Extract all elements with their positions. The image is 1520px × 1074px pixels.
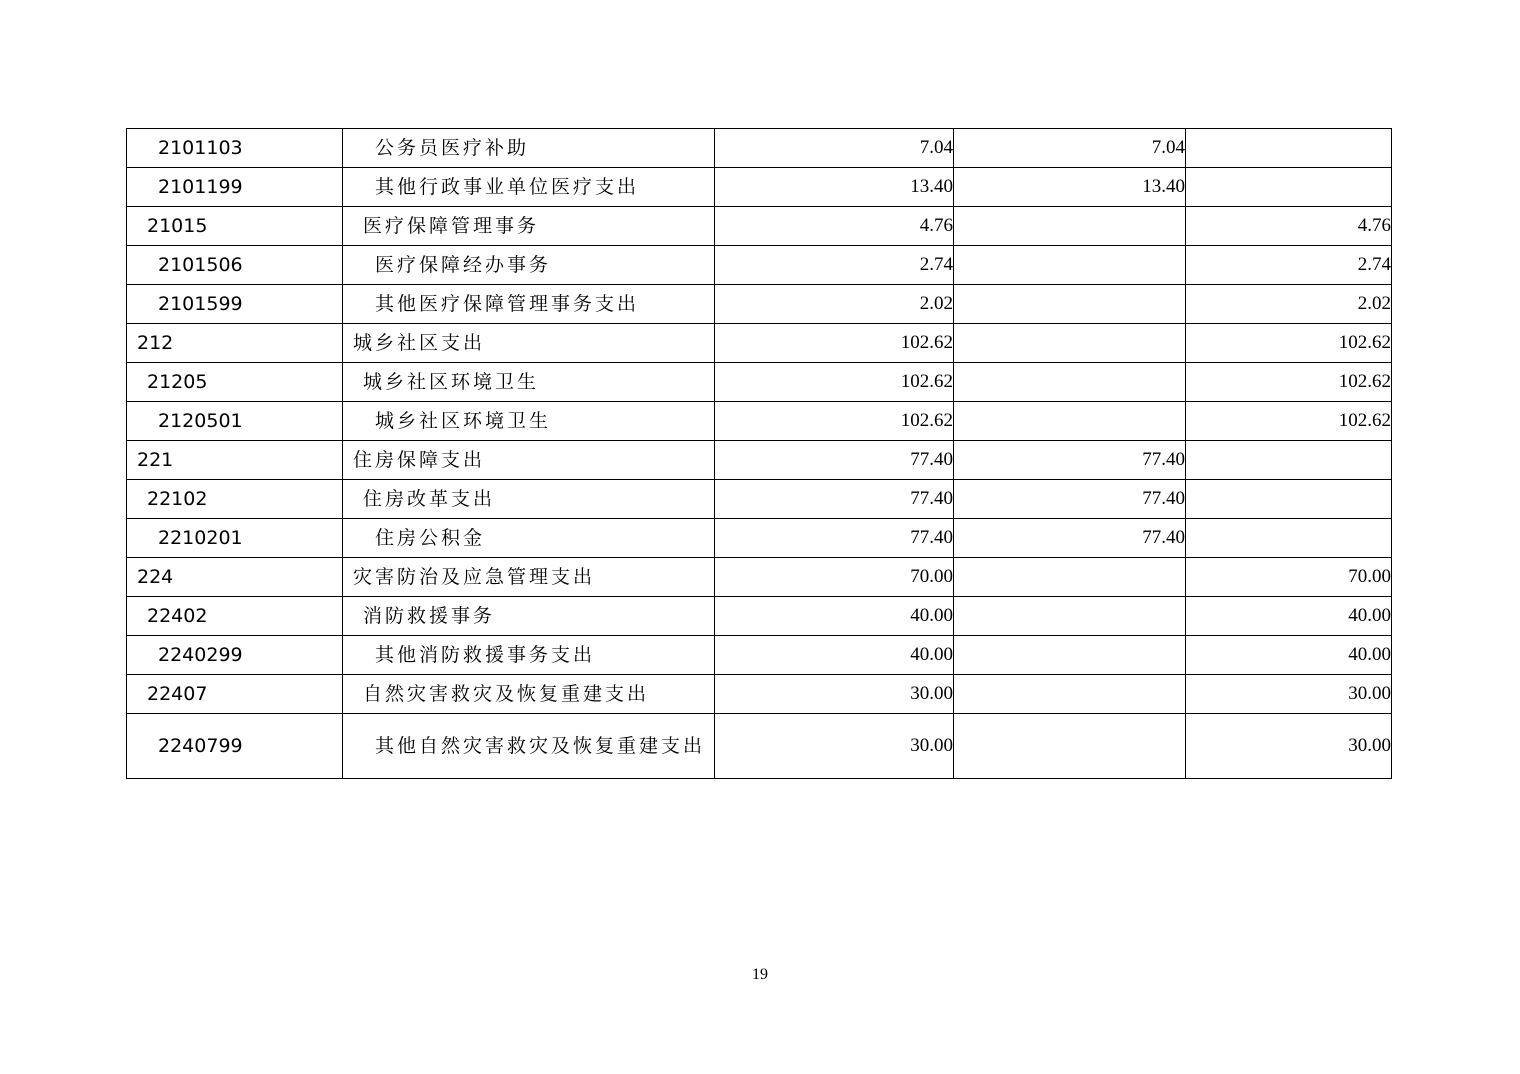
subject-name-cell: 城乡社区环境卫生: [343, 402, 715, 441]
total-amount-cell: 70.00: [715, 558, 954, 597]
subject-code-cell: 2101506: [127, 246, 343, 285]
subject-code-cell: 22402: [127, 597, 343, 636]
subject-name-cell: 其他行政事业单位医疗支出: [343, 168, 715, 207]
subject-code-cell: 22102: [127, 480, 343, 519]
total-amount-cell: 30.00: [715, 714, 954, 779]
project-expenditure-cell: [1186, 168, 1392, 207]
total-amount-cell: 13.40: [715, 168, 954, 207]
project-expenditure-cell: 102.62: [1186, 363, 1392, 402]
subject-code-cell: 21015: [127, 207, 343, 246]
table-row: [127, 558, 1392, 597]
project-expenditure-cell: [1186, 129, 1392, 168]
subject-code-cell: 2240299: [127, 636, 343, 675]
total-amount-cell: 40.00: [715, 636, 954, 675]
basic-expenditure-cell: [954, 285, 1186, 324]
subject-name-cell: 其他医疗保障管理事务支出: [343, 285, 715, 324]
subject-name-cell: 其他自然灾害救灾及恢复重建支出: [343, 714, 715, 779]
subject-name-cell: 医疗保障管理事务: [343, 207, 715, 246]
table-row: [127, 636, 1392, 675]
table-row: [127, 480, 1392, 519]
subject-name-cell: 城乡社区环境卫生: [343, 363, 715, 402]
table-row: [127, 675, 1392, 714]
subject-name-cell: 住房公积金: [343, 519, 715, 558]
total-amount-cell: 7.04: [715, 129, 954, 168]
table-row: [127, 168, 1392, 207]
subject-code-cell: 22407: [127, 675, 343, 714]
subject-code-cell: 2101103: [127, 129, 343, 168]
project-expenditure-cell: [1186, 480, 1392, 519]
total-amount-cell: 40.00: [715, 597, 954, 636]
basic-expenditure-cell: [954, 363, 1186, 402]
total-amount-cell: 102.62: [715, 363, 954, 402]
total-amount-cell: 2.02: [715, 285, 954, 324]
project-expenditure-cell: 2.74: [1186, 246, 1392, 285]
basic-expenditure-cell: [954, 324, 1186, 363]
subject-name-cell: 其他消防救援事务支出: [343, 636, 715, 675]
subject-code-cell: 221: [127, 441, 343, 480]
basic-expenditure-cell: 7.04: [954, 129, 1186, 168]
subject-code-cell: 2120501: [127, 402, 343, 441]
total-amount-cell: 102.62: [715, 402, 954, 441]
subject-code-cell: 2101199: [127, 168, 343, 207]
project-expenditure-cell: 102.62: [1186, 402, 1392, 441]
basic-expenditure-cell: [954, 246, 1186, 285]
budget-table: [126, 128, 1392, 779]
basic-expenditure-cell: [954, 714, 1186, 779]
subject-name-cell: 住房改革支出: [343, 480, 715, 519]
subject-name-cell: 自然灾害救灾及恢复重建支出: [343, 675, 715, 714]
subject-name-cell: 住房保障支出: [343, 441, 715, 480]
subject-code-cell: 224: [127, 558, 343, 597]
basic-expenditure-cell: [954, 402, 1186, 441]
table-row: [127, 324, 1392, 363]
subject-name-cell: 灾害防治及应急管理支出: [343, 558, 715, 597]
budget-table-body: [127, 129, 1392, 779]
table-row: [127, 246, 1392, 285]
basic-expenditure-cell: [954, 675, 1186, 714]
project-expenditure-cell: 30.00: [1186, 714, 1392, 779]
table-row: [127, 597, 1392, 636]
table-row: [127, 363, 1392, 402]
table-row: [127, 285, 1392, 324]
subject-code-cell: 2210201: [127, 519, 343, 558]
page-number: 19: [752, 966, 768, 983]
subject-name-cell: 医疗保障经办事务: [343, 246, 715, 285]
basic-expenditure-cell: 13.40: [954, 168, 1186, 207]
table-row: [127, 714, 1392, 779]
project-expenditure-cell: [1186, 441, 1392, 480]
project-expenditure-cell: 70.00: [1186, 558, 1392, 597]
total-amount-cell: 77.40: [715, 519, 954, 558]
subject-code-cell: 2101599: [127, 285, 343, 324]
project-expenditure-cell: 2.02: [1186, 285, 1392, 324]
basic-expenditure-cell: 77.40: [954, 519, 1186, 558]
table-row: [127, 441, 1392, 480]
subject-code-cell: 21205: [127, 363, 343, 402]
basic-expenditure-cell: [954, 558, 1186, 597]
project-expenditure-cell: 40.00: [1186, 636, 1392, 675]
project-expenditure-cell: 102.62: [1186, 324, 1392, 363]
subject-name-cell: 城乡社区支出: [343, 324, 715, 363]
project-expenditure-cell: 40.00: [1186, 597, 1392, 636]
table-row: [127, 519, 1392, 558]
project-expenditure-cell: 30.00: [1186, 675, 1392, 714]
subject-name-cell: 消防救援事务: [343, 597, 715, 636]
total-amount-cell: 2.74: [715, 246, 954, 285]
subject-name-cell: 公务员医疗补助: [343, 129, 715, 168]
project-expenditure-cell: [1186, 519, 1392, 558]
total-amount-cell: 102.62: [715, 324, 954, 363]
total-amount-cell: 4.76: [715, 207, 954, 246]
table-row: [127, 207, 1392, 246]
project-expenditure-cell: 4.76: [1186, 207, 1392, 246]
basic-expenditure-cell: 77.40: [954, 480, 1186, 519]
basic-expenditure-cell: [954, 597, 1186, 636]
total-amount-cell: 77.40: [715, 441, 954, 480]
subject-code-cell: 2240799: [127, 714, 343, 779]
basic-expenditure-cell: [954, 207, 1186, 246]
subject-code-cell: 212: [127, 324, 343, 363]
total-amount-cell: 77.40: [715, 480, 954, 519]
basic-expenditure-cell: 77.40: [954, 441, 1186, 480]
table-row: [127, 129, 1392, 168]
total-amount-cell: 30.00: [715, 675, 954, 714]
table-row: [127, 402, 1392, 441]
basic-expenditure-cell: [954, 636, 1186, 675]
